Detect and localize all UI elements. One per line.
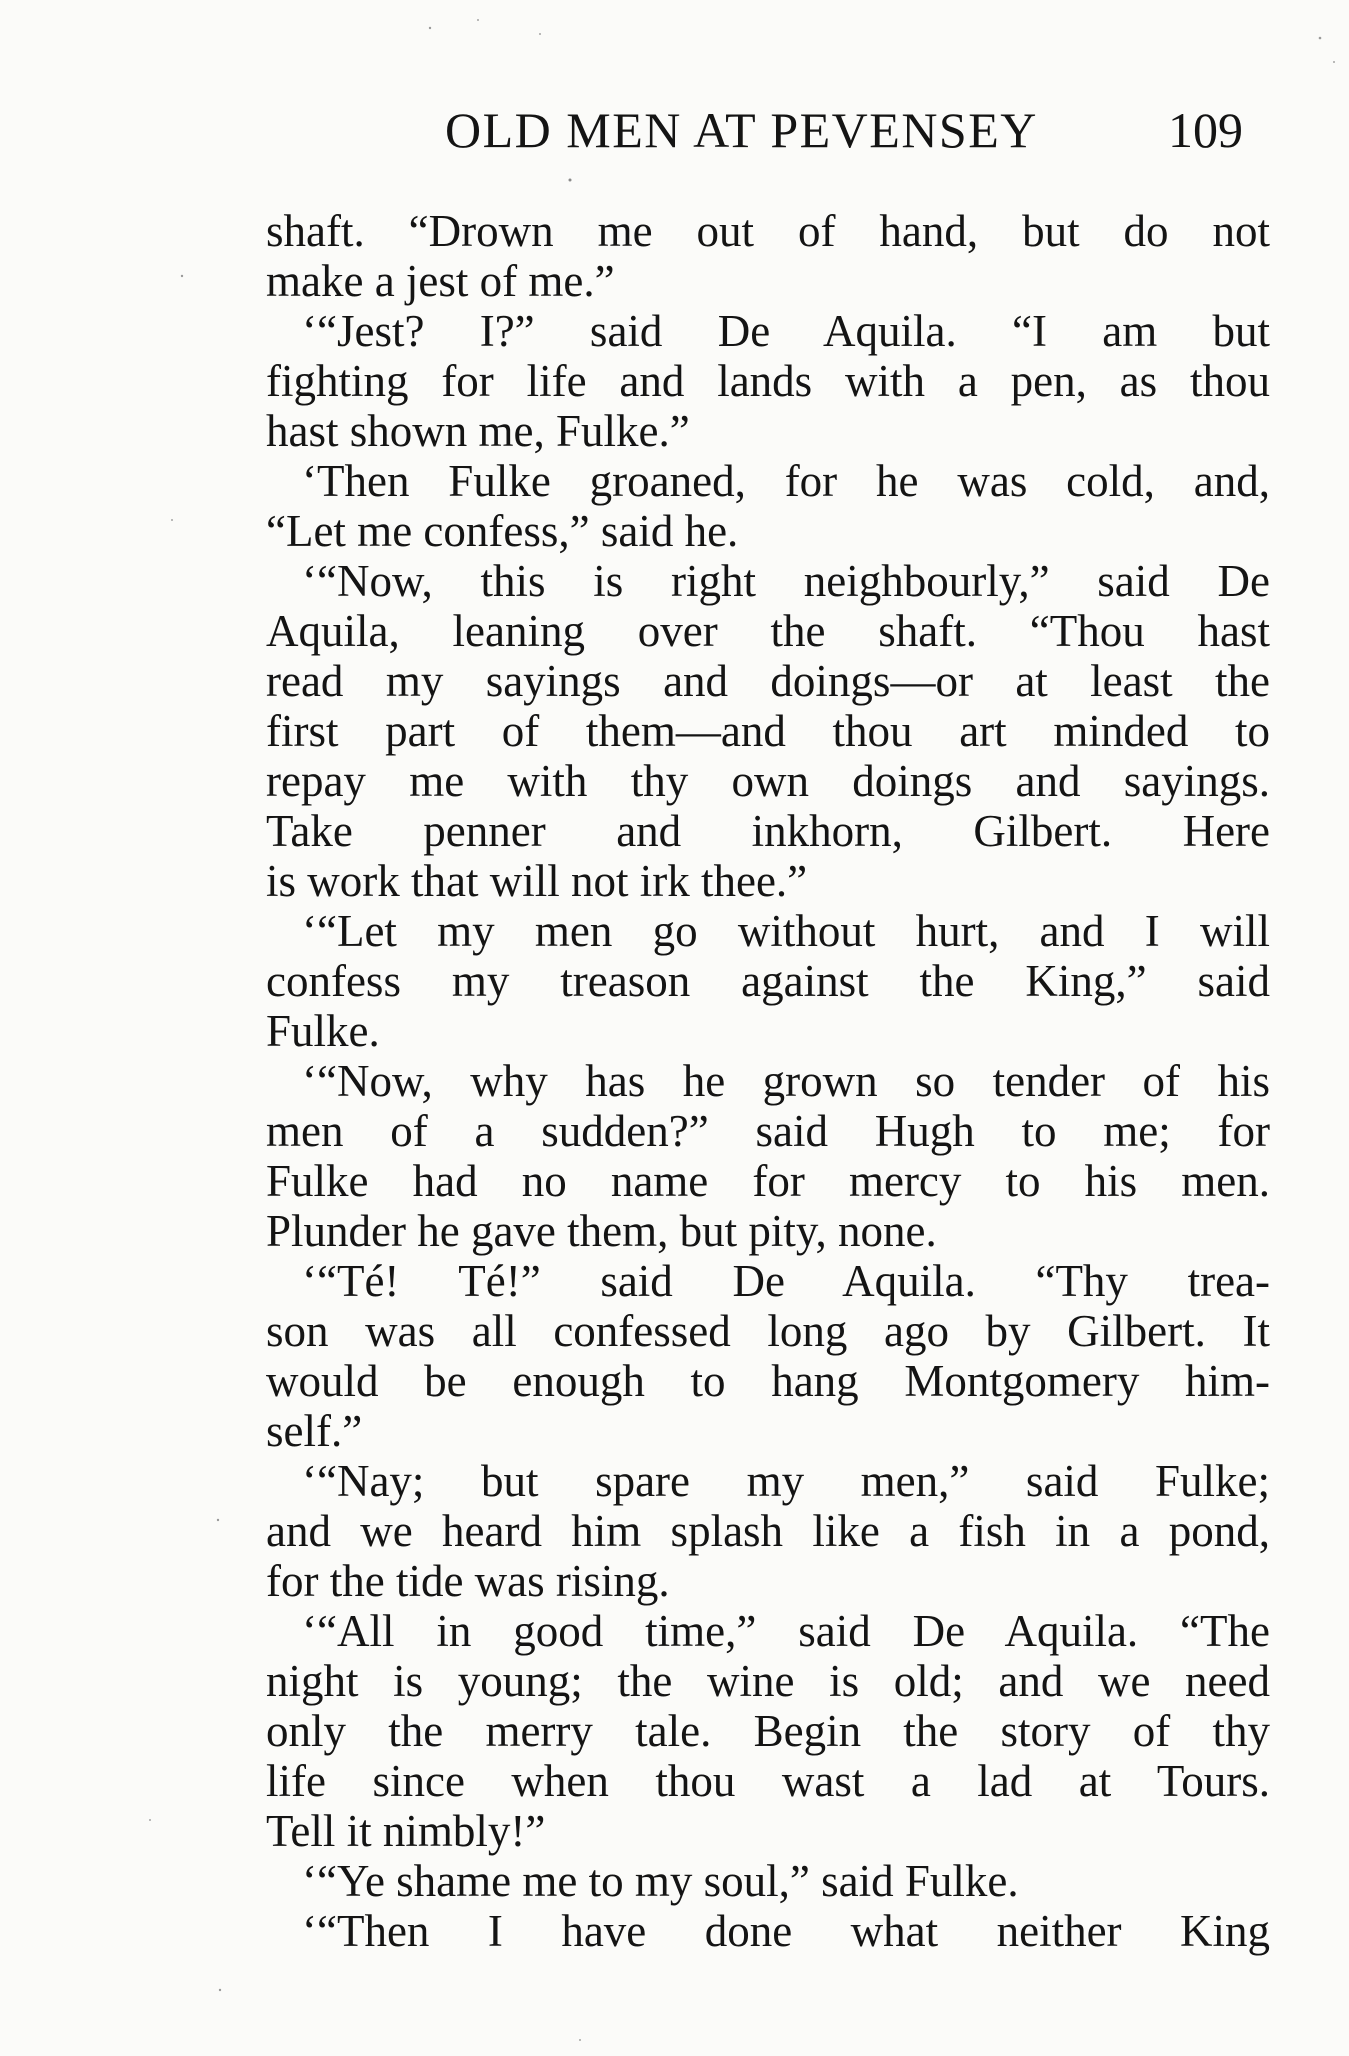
speck	[181, 275, 183, 277]
page-number: 109	[1168, 102, 1243, 158]
speck	[477, 19, 479, 21]
text-line: life since when thou wast a lad at Tours.	[266, 1756, 1270, 1806]
text-line: men of a sudden?” said Hugh to me; for	[266, 1106, 1270, 1156]
text-line: shaft. “Drown me out of hand, but do not	[266, 206, 1270, 256]
speck	[429, 27, 431, 29]
text-line: is work that will not irk thee.”	[266, 856, 808, 906]
text-line: Take penner and inkhorn, Gilbert. Here	[266, 806, 1270, 856]
text-line: ‘“Té! Té!” said De Aquila. “Thy trea-	[302, 1256, 1270, 1306]
speck	[579, 2039, 581, 2041]
text-line: ‘Then Fulke groaned, for he was cold, and,	[302, 456, 1270, 506]
speck	[539, 33, 541, 35]
text-line: Fulke had no name for mercy to his men.	[266, 1156, 1270, 1206]
text-line: confess my treason against the King,” said	[266, 956, 1270, 1006]
speck	[1319, 37, 1322, 40]
text-line: son was all confessed long ago by Gilbert. It	[266, 1306, 1270, 1356]
text-line: first part of them—and thou art minded to	[266, 706, 1270, 756]
text-line: ‘“Ye shame me to my soul,” said Fulke.	[302, 1856, 1019, 1906]
text-line: ‘“Then I have done what neither King	[302, 1906, 1270, 1956]
text-line: hast shown me, Fulke.”	[266, 406, 690, 456]
text-line: ‘“Let my men go without hurt, and I will	[302, 906, 1270, 956]
speck	[217, 1519, 219, 1521]
running-title: OLD MEN AT PEVENSEY	[445, 102, 1038, 158]
text-line: Fulke.	[266, 1006, 380, 1056]
text-line: “Let me confess,” said he.	[266, 506, 739, 556]
text-line: Tell it nimbly!”	[266, 1806, 546, 1856]
text-line: self.”	[266, 1406, 363, 1456]
text-line: fighting for life and lands with a pen, as thou	[266, 356, 1270, 406]
speck	[149, 1819, 151, 1821]
text-line: make a jest of me.”	[266, 256, 615, 306]
text-line: ‘“Now, why has he grown so tender of his	[302, 1056, 1270, 1106]
speck	[1333, 61, 1335, 63]
speck	[569, 179, 572, 182]
text-line: ‘“Nay; but spare my men,” said Fulke;	[302, 1456, 1270, 1506]
text-line: for the tide was rising.	[266, 1556, 670, 1606]
text-line: repay me with thy own doings and sayings.	[266, 756, 1270, 806]
text-line: ‘“All in good time,” said De Aquila. “The	[302, 1606, 1270, 1656]
text-line: Aquila, leaning over the shaft. “Thou hast	[266, 606, 1270, 656]
body-text	[266, 206, 1270, 1956]
speck	[171, 519, 173, 521]
text-line: and we heard him splash like a fish in a pond,	[266, 1506, 1270, 1556]
text-line: only the merry tale. Begin the story of thy	[266, 1706, 1270, 1756]
text-line: night is young; the wine is old; and we need	[266, 1656, 1270, 1706]
running-header	[0, 100, 1349, 160]
text-line: would be enough to hang Montgomery him-	[266, 1356, 1270, 1406]
text-line: ‘“Now, this is right neighbourly,” said De	[302, 556, 1270, 606]
text-line: Plunder he gave them, but pity, none.	[266, 1206, 937, 1256]
text-line: ‘“Jest? I?” said De Aquila. “I am but	[302, 306, 1270, 356]
text-line: read my sayings and doings—or at least the	[266, 656, 1270, 706]
speck	[219, 1989, 221, 1991]
